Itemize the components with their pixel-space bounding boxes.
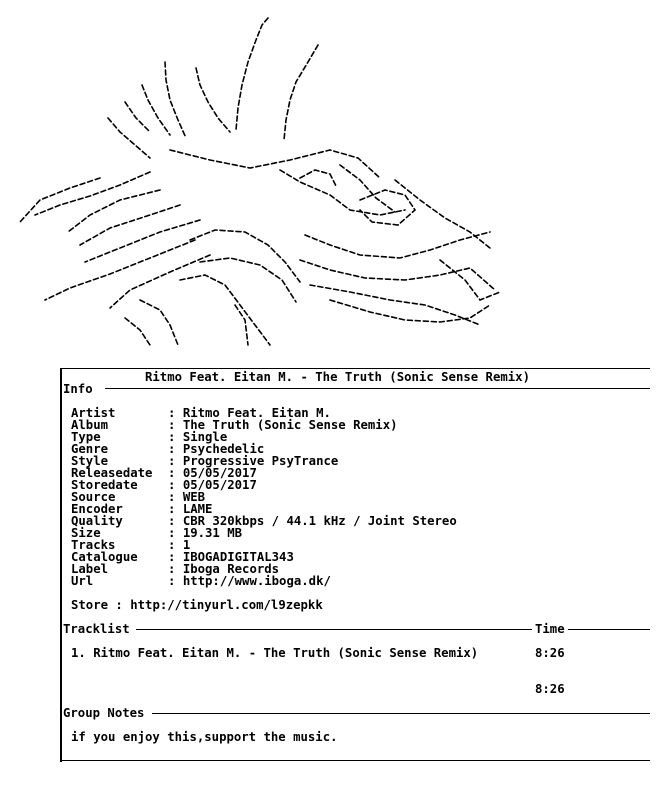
left-border-line [60, 368, 62, 762]
info-field-value: Psychedelic [182, 442, 265, 456]
tracklist-section-rule [136, 629, 532, 630]
info-field-label: Artist [71, 406, 116, 420]
info-field-separator: : [168, 514, 183, 528]
group-notes-section-label: Group Notes [63, 706, 145, 720]
release-title: Ritmo Feat. Eitan M. - The Truth (Sonic Sense Remix) [145, 370, 530, 384]
info-field-separator: : [168, 502, 183, 516]
info-field-separator: : [168, 430, 183, 444]
bottom-rule [62, 760, 650, 761]
track-title: Ritmo Feat. Eitan M. - The Truth (Sonic Sense Remix) [93, 646, 479, 660]
info-field-value: IBOGADIGITAL343 [182, 550, 294, 564]
info-field-label: Url [71, 574, 94, 588]
store-link[interactable]: http://tinyurl.com/l9zepkk [130, 598, 323, 612]
info-field-label: Type [71, 430, 101, 444]
nfo-info-block [60, 364, 650, 764]
group-notes-section-rule [152, 713, 650, 714]
info-field-value: WEB [182, 490, 206, 504]
info-field-value: Ritmo Feat. Eitan M. [182, 406, 331, 420]
info-field-label: Source [71, 490, 116, 504]
top-rule [62, 368, 650, 369]
info-field-label: Style [71, 454, 109, 468]
info-field-separator: : [168, 442, 183, 456]
info-field-label: Releasedate [71, 466, 153, 480]
time-column-label: Time [535, 622, 565, 636]
info-field-row [71, 515, 457, 527]
info-field-value: 19.31 MB [182, 526, 243, 540]
store-line: Store : http://tinyurl.com/l9zepkk [71, 598, 323, 612]
ascii-art-drawing [0, 0, 656, 355]
info-field-separator: : [168, 574, 183, 588]
info-field-value: 1 [182, 538, 191, 552]
info-field-label: Storedate [71, 478, 138, 492]
info-field-row [71, 575, 331, 587]
track-time: 8:26 [535, 646, 565, 660]
info-field-row [71, 419, 398, 431]
info-field-label: Genre [71, 442, 109, 456]
info-field-value: 05/05/2017 [182, 466, 257, 480]
total-time: 8:26 [535, 682, 565, 696]
ascii-art-banner [0, 0, 656, 355]
info-field-separator: : [168, 538, 183, 552]
track-number: 1. [71, 646, 86, 660]
info-field-label: Label [71, 562, 109, 576]
info-field-label: Size [71, 526, 101, 540]
info-field-separator: : [168, 466, 183, 480]
info-field-value: http://www.iboga.dk/ [182, 574, 331, 588]
info-field-label: Catalogue [71, 550, 138, 564]
info-field-separator: : [168, 406, 183, 420]
info-field-separator: : [168, 490, 183, 504]
track-row [71, 647, 478, 659]
info-section-label: Info [63, 382, 93, 396]
info-field-label: Quality [71, 514, 123, 528]
group-note-text: if you enjoy this,support the music. [71, 730, 338, 744]
info-field-label: Tracks [71, 538, 116, 552]
info-field-separator: : [168, 454, 183, 468]
info-field-value: The Truth (Sonic Sense Remix) [182, 418, 398, 432]
store-label: Store [71, 598, 109, 612]
info-field-separator: : [168, 550, 183, 564]
info-field-label: Encoder [71, 502, 123, 516]
info-field-value: Single [182, 430, 228, 444]
info-field-separator: : [168, 418, 183, 432]
info-field-separator: : [168, 562, 183, 576]
info-field-label: Album [71, 418, 109, 432]
info-section-rule [105, 388, 650, 389]
info-field-separator: : [168, 478, 183, 492]
info-field-value: Iboga Records [182, 562, 280, 576]
info-field-value: 05/05/2017 [182, 478, 257, 492]
tracklist-section-label: Tracklist [63, 622, 130, 636]
info-field-value: Progressive PsyTrance [182, 454, 339, 468]
info-field-value: CBR 320kbps / 44.1 kHz / Joint Stereo [182, 514, 457, 528]
time-column-rule [568, 629, 650, 630]
info-field-separator: : [168, 526, 183, 540]
info-field-value: LAME [182, 502, 213, 516]
